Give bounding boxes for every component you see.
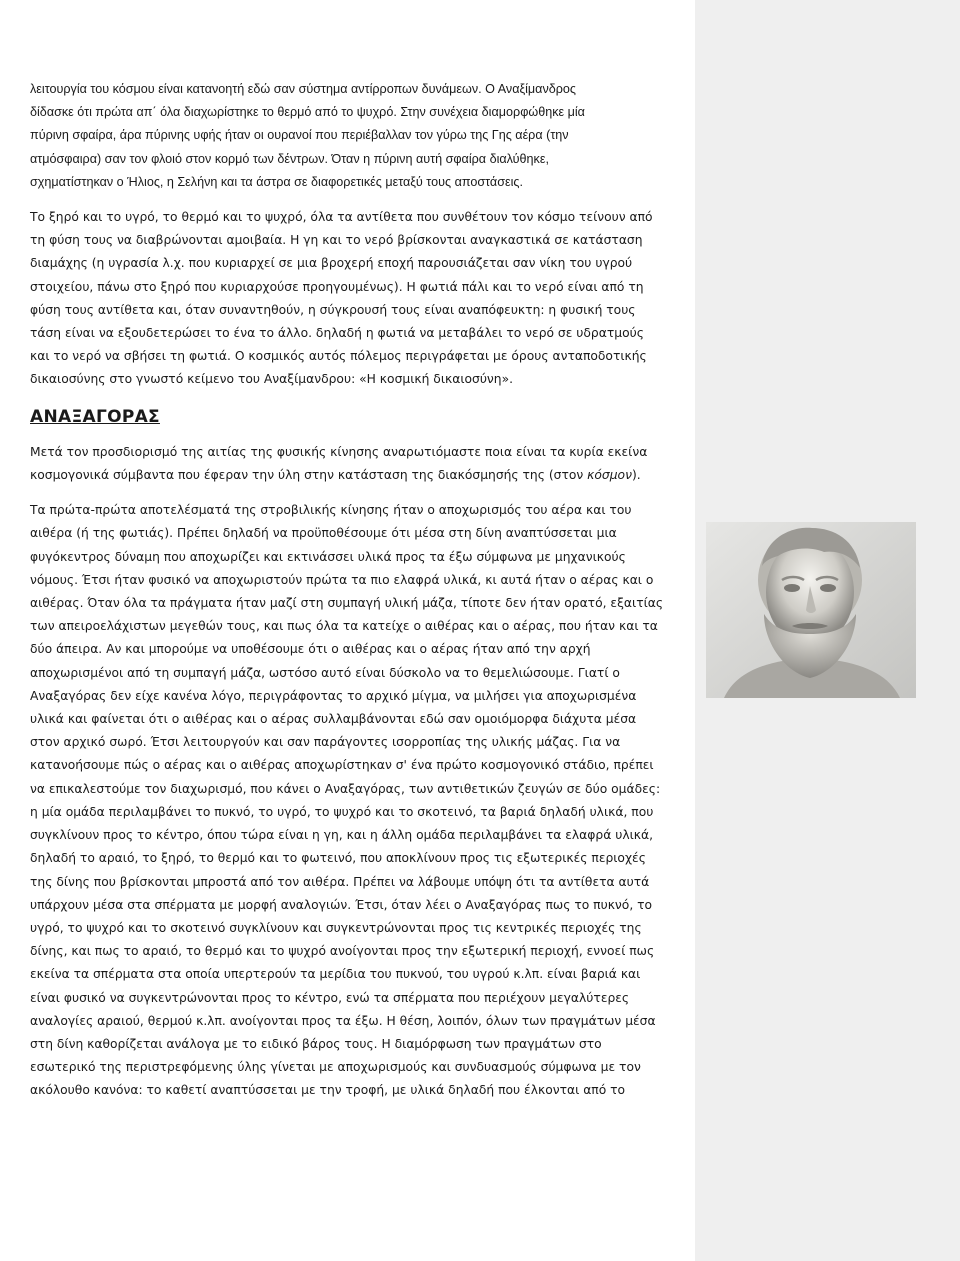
text-line: συγκλίνουν προς το κέντρο, όπου τώρα είναι η γη, και η άλλη ομάδα περιλαμβάνει τα ελαφρά υλικά, [30, 828, 654, 843]
text-line: λειτουργία του κόσμου είναι κατανοητή εδώ σαν σύστημα αντίρροπων δυνάμεων. Ο Αναξίμανδρος [30, 82, 576, 96]
text-line: ακόλουθο κανόνα: το καθετί αναπτύσσεται με την τροφή, με υλικά δηλαδή που έλκονται από το [30, 1083, 626, 1098]
bust-photo-illustration [706, 522, 916, 698]
text-line: αποχωρισμένοι από τη συμπαγή μάζα, ωστόσο αυτό είναι δύσκολο να το θεμελιώσουμε. Γιατί ο [30, 665, 620, 680]
text-line: και το νερό να σβήσει τη φωτιά. Ο κοσμικός αυτός πόλεμος περιγράφεται με όρους ανταποδοτικής [30, 349, 647, 364]
text-line: Μετά τον προσδιορισμό της αιτίας της φυσικής κίνησης αναρωτιόμαστε ποια είναι τα κυρία εκείνα [30, 444, 648, 459]
text-line: στοιχείου, πάνω στο ξηρό που κυριαρχούσε προηγουμένως). Η φωτιά πάλι και το νερό είναι από τη [30, 279, 644, 294]
text-line: φυγόκεντρος δύναμη που αποχωρίζει και εκτινάσσει υλικά προς τα έξω σύμφωνα με μηχανικούς [30, 549, 626, 564]
text-line: υπάρχουν μέσα στα σπέρματα με μορφή αναλογιών. Έτσι, όταν λέει ο Αναξαγόρας πως το πυκνό, το [30, 897, 653, 912]
text-line: η μία ομάδα περιλαμβάνει το πυκνό, το υγρό, το ψυχρό και το σκοτεινό, τα βαριά δηλαδή υλικά, που [30, 804, 654, 819]
text-line: νόμους. Έτσι ήταν φυσικό να αποχωριστούν πρώτα τα πιο ελαφρά υλικά, κι αυτά ήταν ο αέρας και ο [30, 572, 654, 587]
text-line: σχηματίστηκαν ο Ήλιος, η Σελήνη και τα άστρα σε διαφορετικές μεταξύ τους αποστάσεις. [30, 174, 523, 189]
text-line: της δίνης που βρίσκονται μπροστά από τον αιθέρα. Πρέπει να λάβουμε υπόψη ότι τα αντίθετα αυτά [30, 874, 650, 889]
text-line: τάση είναι να εξουδετερώσει το ένα το άλλο. δηλαδή η φωτιά να μεταβάλει το νερό σε υδρατμούς [30, 326, 644, 341]
text-line: στον αρχικό σωρό. Έτσι λειτουργούν και σαν παράγοντες ισορροπίας της υλικής μάζας. Για να [30, 735, 621, 750]
text-line: υλικά και φαίνεται ότι ο αιθέρας και ο αέρας συλλαμβάνονται εδώ σαν ομοιόμορφα διάχυτα μέσα [30, 712, 637, 727]
text-line [30, 464, 685, 487]
text-line: διαμάχης (η υγρασία λ.χ. που κυριαρχεί σε μια βροχερή εποχή παρουσιάζεται σαν νίκη του υγρού [30, 256, 633, 271]
text-line: κατανοήσουμε πώς ο αέρας και ο αιθέρας αποχωρίστηκαν σ' ένα πρώτο κοσμογονικό στάδιο, πρέπει [30, 758, 654, 773]
text-line: δύο άπειρα. Αν και μπορούμε να υποθέσουμε ότι ο αιθέρας και ο αέρας ήταν από την αρχή [30, 642, 591, 657]
text-line: δίνης, και πως το αραιό, το θερμό και το ψυχρό ανοίγονται προς την εξωτερική περιοχή, εννοεί πως [30, 944, 655, 959]
text-line: στη δίνη καθορίζεται ανάλογα με το ειδικό βάρος τους. Η διαμόρφωση των πραγμάτων στο [30, 1036, 602, 1051]
text-line: είναι φυσικό να συγκεντρώνονται προς το κέντρο, ενώ τα σπέρματα που περιέχουν μεγαλύτερες [30, 990, 630, 1005]
section-heading: ΑΝΑΞΑΓΟΡΑΣ [30, 406, 160, 427]
text-fragment: κοσμογονικά σύμβαντα που έφεραν την ύλη στην κατάσταση της διακόσμησής της (στον [30, 468, 588, 483]
text-line: δικαιοσύνης στο γνωστό κείμενο του Αναξίμανδρου: «Η κοσμική δικαιοσύνη». [30, 372, 514, 387]
text-line: υγρό, το ψυχρό και το σκοτεινό συγκλίνουν και συγκεντρώνονται προς τις κεντρικές περιοχές της [30, 920, 642, 935]
text-line: των απειροελάχιστων μεγεθών τους, και πως όλα τα κατείχε ο αιθέρας και ο αέρας, που ήταν και τα [30, 619, 658, 634]
text-line: να επικαλεστούμε τον διαχωρισμό, που κάνει ο Αναξαγόρας, των αντιθετικών ζευγών σε δύο ομάδες: [30, 781, 661, 796]
text-line: αιθέρας. Όταν όλα τα πράγματα ήταν μαζί στη συμπαγή υλική μάζα, τίποτε δεν ήταν ορατό, εξαιτίας [30, 596, 664, 611]
text-line: Αναξαγόρας δεν είχε κανένα λόγο, περιγράφοντας το αρχικό μίγμα, να μιλήσει για αποχωρισμένα [30, 688, 637, 703]
text-line: δίδασκε ότι πρώτα απ΄ όλα διαχωρίστηκε το θερμό από το ψυχρό. Στην συνέχεια διαμορφώθηκε μία [30, 105, 585, 120]
paragraph-cosmogony [30, 441, 685, 487]
text-fragment: ). [631, 468, 641, 483]
text-line: Το ξηρό και το υγρό, το θερμό και το ψυχρό, όλα τα αντίθετα που συνθέτουν τον κόσμο τείνουν από [30, 210, 653, 225]
text-line: εσωτερικό της περιστρεφόμενης ύλης γίνεται με αποχωρισμούς και συνδυασμούς σύμφωνα με τον [30, 1060, 641, 1075]
text-line: αναλογίες αραιού, θερμού κ.λπ. ανοίγονται προς τα έξω. Η θέση, λοιπόν, όλων των πραγμάτων μέσα [30, 1013, 656, 1028]
paragraph-vortex [30, 499, 685, 1102]
text-line: αιθέρα (ή της φωτιάς). Πρέπει δηλαδή να προϋποθέσουμε ότι μέσα στη δίνη αναπτύσσεται μια [30, 526, 617, 541]
italic-term: κόσμον [587, 468, 632, 483]
text-line: δηλαδή το αραιό, το ξηρό, το θερμό και το φωτεινό, που αποκλίνουν προς τις εξωτερικές περιοχές [30, 851, 646, 866]
text-line: εκείνα τα σπέρματα στα οποία υπερτερούν τα μερίδια του πυκνού, του υγρού κ.λπ. είναι βαριά και [30, 967, 641, 982]
anaxagoras-bust-image [706, 522, 916, 698]
paragraph-cosmic-forces [30, 78, 685, 194]
text-line: Τα πρώτα-πρώτα αποτελέσματά της στροβιλικής κίνησης ήταν ο αποχωρισμός του αέρα και του [30, 503, 632, 518]
text-line: πύρινη σφαίρα, άρα πύρινης υφής ήταν οι ουρανοί που περιέβαλλαν τον γύρω της Γης αέρα (την [30, 128, 569, 143]
text-line: τη φύση τους να διαβρώνονται αμοιβαία. Η γη και το νερό βρίσκονται αναγκαστικά σε κατάσταση [30, 233, 643, 248]
text-line: φύση τους αντίθετα και, όταν συναντηθούν, η σύγκρουσή τους είναι αναπόφευκτη: η φυσική τους [30, 302, 636, 317]
document-body [30, 78, 685, 1103]
paragraph-opposites [30, 206, 685, 392]
text-line: ατμόσφαιρα) σαν τον φλοιό στον κορμό των δέντρων. Όταν η πύρινη αυτή σφαίρα διαλύθηκε, [30, 151, 549, 166]
